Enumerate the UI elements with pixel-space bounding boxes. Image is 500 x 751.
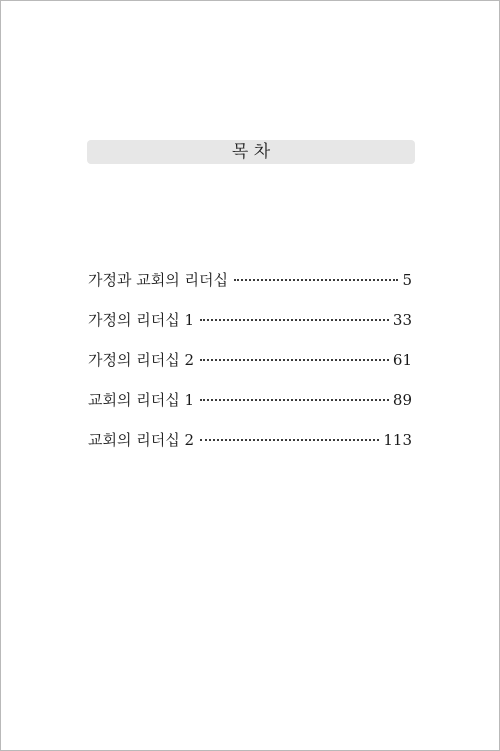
toc-dot-leader — [200, 358, 389, 361]
toc-dot-leader — [200, 398, 389, 401]
toc-entry-page: 5 — [402, 271, 412, 289]
toc-dot-leader — [234, 278, 399, 281]
toc-entry-page: 113 — [383, 431, 412, 449]
toc-entry-page: 33 — [392, 311, 412, 329]
toc-entry[interactable] — [88, 267, 412, 307]
toc-entry[interactable] — [88, 387, 412, 427]
toc-list — [88, 267, 412, 467]
toc-entry[interactable] — [88, 307, 412, 347]
toc-entry-label: 가정과 교회의 리더십 — [88, 271, 228, 289]
toc-entry-label: 가정의 리더십 2 — [88, 351, 195, 369]
toc-dot-leader — [200, 438, 379, 441]
toc-title: 목 차 — [231, 142, 271, 162]
toc-entry-label: 교회의 리더십 1 — [88, 391, 195, 409]
toc-entry-label: 가정의 리더십 1 — [88, 311, 195, 329]
toc-entry[interactable] — [88, 347, 412, 387]
toc-title-bar — [87, 140, 415, 164]
toc-entry-page: 89 — [392, 391, 412, 409]
toc-entry-label: 교회의 리더십 2 — [88, 431, 195, 449]
toc-entry-page: 61 — [392, 351, 412, 369]
toc-entry[interactable] — [88, 427, 412, 467]
toc-dot-leader — [200, 318, 389, 321]
